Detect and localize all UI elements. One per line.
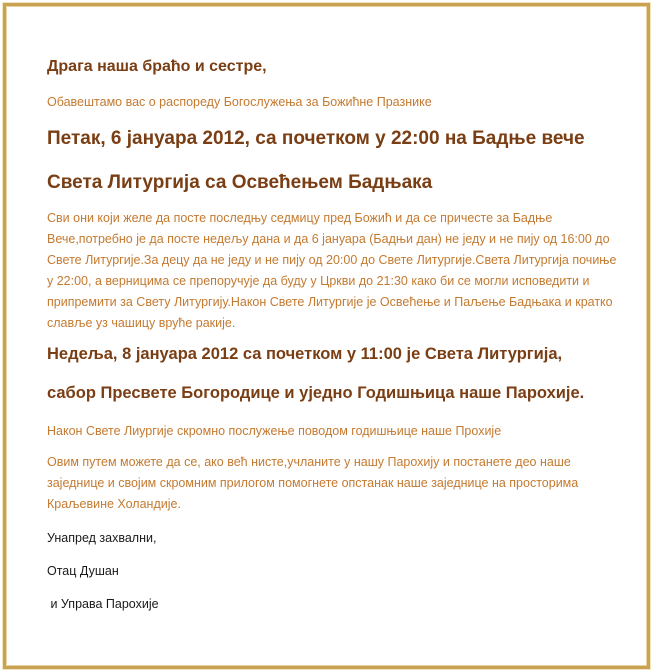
closing-thanks: Унапред захвални, — [47, 531, 157, 545]
friday-heading: Петак, 6 јануара 2012, са почетком у 22:00 на Бадње вече — [47, 128, 585, 149]
sunday-subheading: сабор Пресвете Богородице и уједно Годишњица наше Парохије. — [47, 384, 585, 402]
intro-text: Обавештамо вас о распореду Богослужења за Божићне Празнике — [47, 95, 432, 109]
greeting: Драга наша браћо и сестре, — [47, 58, 267, 75]
friday-instructions: Сви они који желе да посте последњу седмицу пред Божић и да се причесте за Бадње Вече,потребно је да посте недељу дана и да 6 јануара (Бадњи дан) не једу и не пију од 16:00 до Свете Литургије.За децу да не једу и не пију од 20:00 до Свете Литургије.Света Литургија почиње у 22:00, а верницима се препоручује да буду у Цркви до 21:30 како би се могли исповедити и припремити за Свету Литургију.Након Свете Литургије је Освећење и Паљење Бадњака и кратко славље уз чашицу врућe ракије. — [47, 211, 617, 330]
sunday-text: Након Свете Лиургије скромно послужење поводом годишњице наше Прохије — [47, 424, 502, 438]
signature-name: Отац Душан — [47, 564, 119, 578]
friday-service-title: Света Литургија са Освећењем Бадњака — [47, 172, 433, 193]
membership-invitation: Овим путем можете да се, ако већ нисте,учланите у нашу Парохију и постанете део наше заједнице и својим скромним прилогом помогнете опстанак наше заједнице на просторима Краљевине Холандије. — [47, 455, 579, 511]
sunday-heading: Недеља, 8 јануара 2012 са почетком у 11:00 је Света Литургија, — [47, 345, 563, 363]
signature-organization: и Управа Парохије — [47, 597, 159, 611]
